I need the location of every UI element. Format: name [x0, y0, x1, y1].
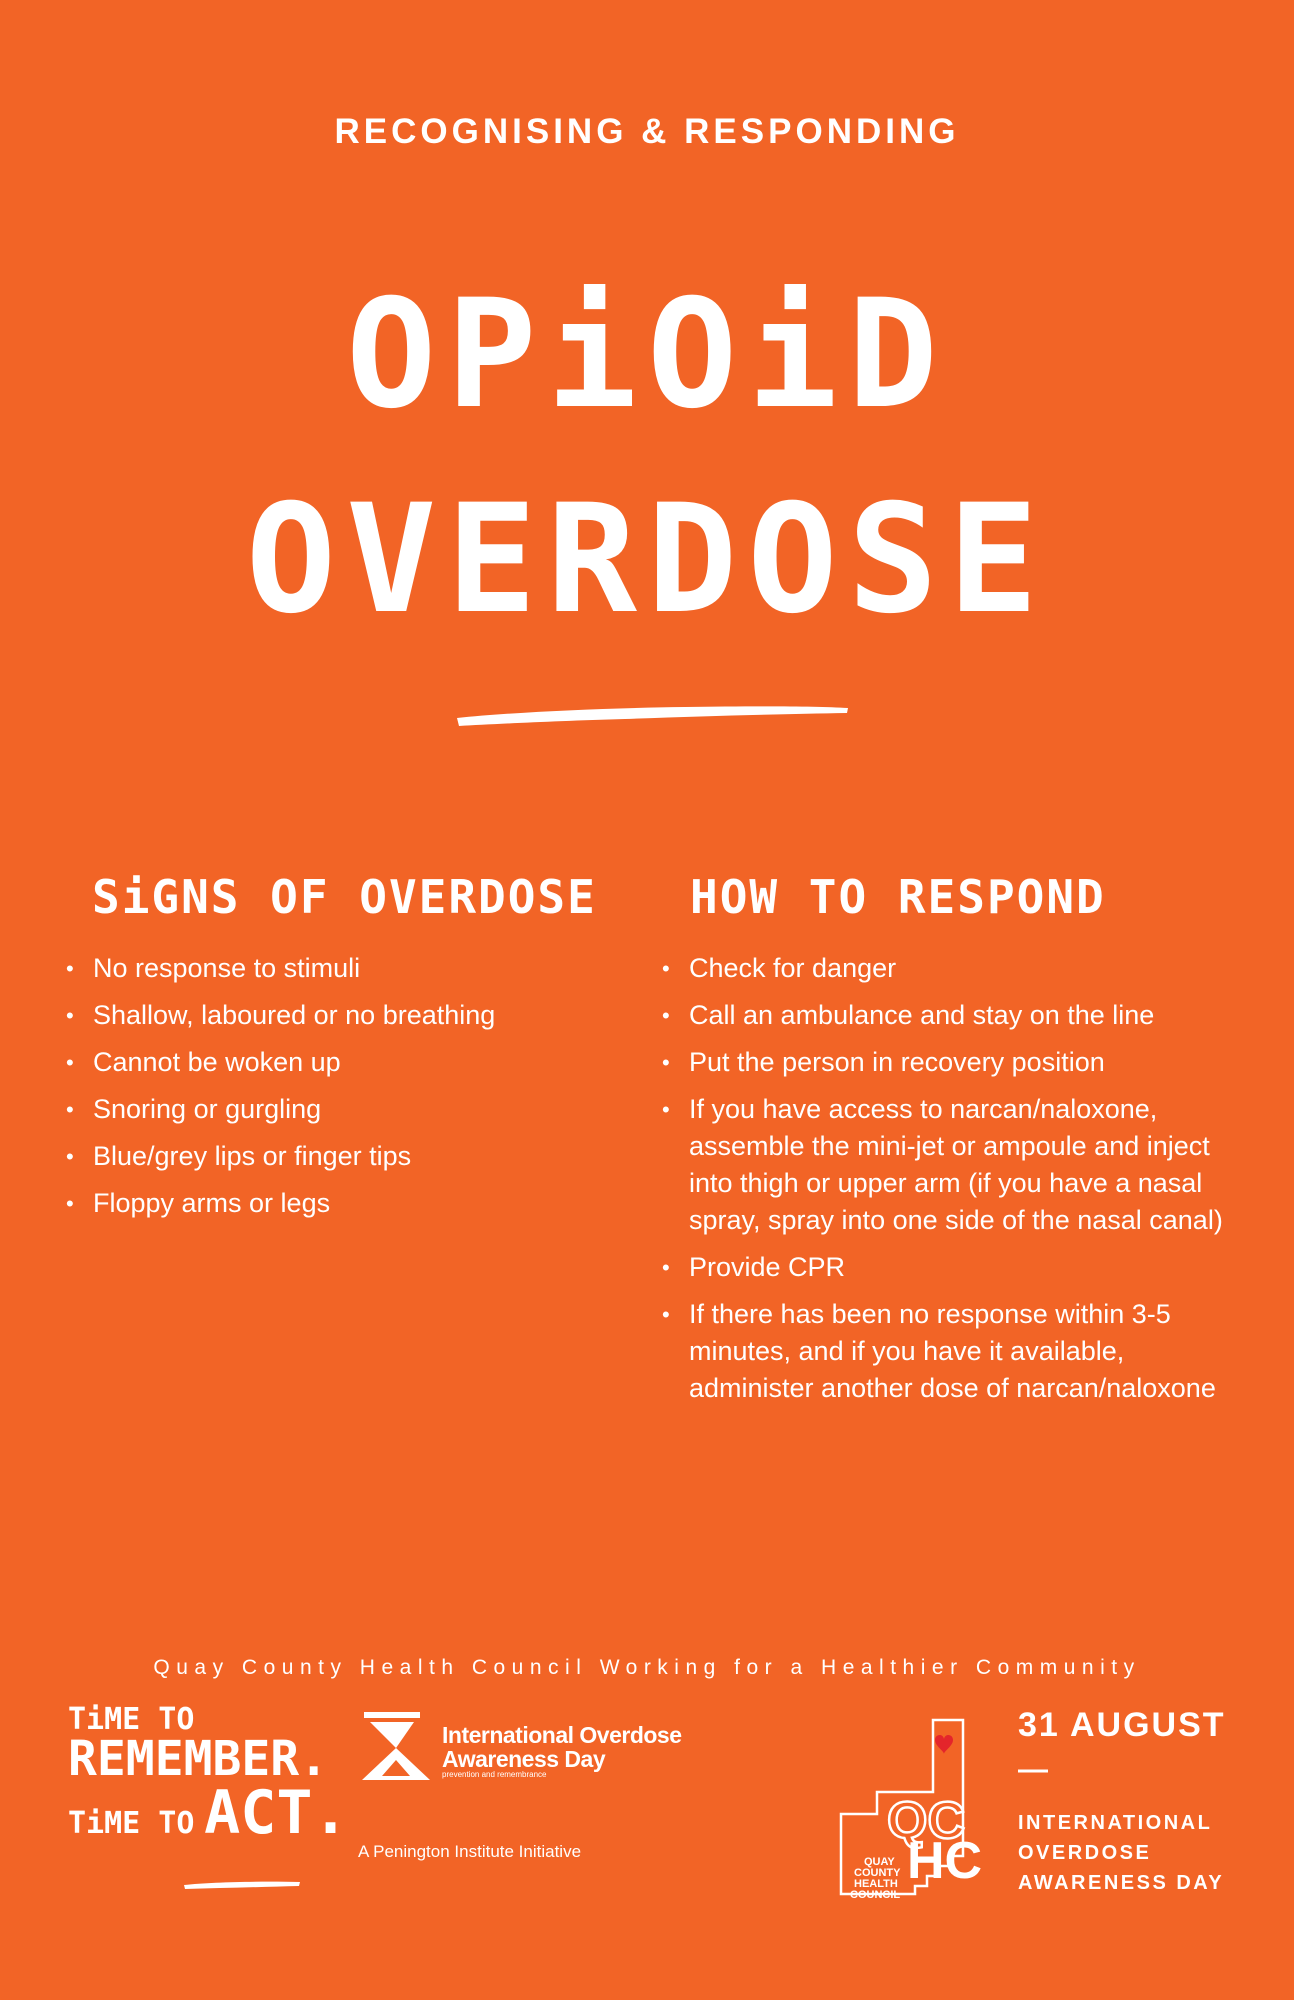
penington-credit: A Penington Institute Initiative — [358, 1842, 582, 1861]
event-line-3: AWARENESS DAY — [1018, 1872, 1225, 1894]
list-item: • If you have access to narcan/naloxone, assemble the mini-jet or ampoule and inject into thigh or upper arm (if you have a nasal spray, spray into one side of the nasal canal) — [662, 1091, 1242, 1239]
respond-heading: HOW TO RESPOND — [690, 870, 1106, 924]
list-item: • Blue/grey lips or finger tips — [66, 1138, 626, 1175]
event-line-2: OVERDOSE — [1018, 1842, 1152, 1864]
list-item: • Check for danger — [662, 950, 1242, 987]
campaign-line-3a: TiME TO — [68, 1806, 195, 1841]
list-item: • Cannot be woken up — [66, 1044, 626, 1081]
campaign-logo — [68, 1702, 349, 1848]
ioad-name-line-2: Awareness Day — [442, 1746, 606, 1772]
list-item: • Call an ambulance and stay on the line — [662, 997, 1242, 1034]
list-item: • If there has been no response within 3-5 minutes, and if you have it available, administer another dose of narcan/naloxone — [662, 1296, 1242, 1407]
qchc-line-1: QUAY — [864, 1856, 895, 1868]
headline-line-2: OVERDOSE — [245, 473, 1049, 647]
date-dash: — — [1018, 1753, 1048, 1786]
event-date: 31 AUGUST — [1018, 1706, 1226, 1744]
event-line-1: INTERNATIONAL — [1018, 1812, 1213, 1834]
headline-line-1: OPiOiD — [346, 268, 948, 442]
list-item: • No response to stimuli — [66, 950, 626, 987]
respond-list — [662, 950, 1242, 1417]
qchc-line-4: COUNCIL — [850, 1889, 901, 1901]
campaign-line-1: TiME TO — [68, 1702, 195, 1737]
event-name — [1018, 1808, 1224, 1898]
qchc-name — [850, 1857, 900, 1901]
qchc-line-2: COUNTY — [854, 1867, 901, 1879]
council-tagline: Quay County Health Council Working for a Healthier Community — [153, 1656, 1141, 1679]
list-item: • Snoring or gurgling — [66, 1091, 626, 1128]
list-item: • Put the person in recovery position — [662, 1044, 1242, 1081]
ioad-x-logo-icon — [356, 1712, 436, 1780]
list-item: • Floppy arms or legs — [66, 1185, 626, 1222]
svg-text:HC: HC — [907, 1832, 983, 1890]
campaign-line-2: REMEMBER. — [68, 1731, 329, 1787]
kicker: RECOGNISING & RESPONDING — [334, 112, 960, 151]
brush-underline — [455, 702, 850, 728]
svg-text:QC: QC — [887, 1792, 965, 1850]
ioad-name-line-1: International Overdose — [442, 1722, 682, 1748]
ioad-subtitle: prevention and remembrance — [442, 1770, 547, 1779]
campaign-line-3b: ACT. — [204, 1778, 349, 1848]
signs-heading: SiGNS OF OVERDOSE — [92, 870, 597, 924]
signs-list — [66, 950, 626, 1232]
list-item: • Shallow, laboured or no breathing — [66, 997, 626, 1034]
qchc-line-3: HEALTH — [854, 1878, 898, 1890]
ioad-name — [442, 1723, 682, 1771]
list-item: • Provide CPR — [662, 1249, 1242, 1286]
campaign-underline — [182, 1878, 302, 1890]
